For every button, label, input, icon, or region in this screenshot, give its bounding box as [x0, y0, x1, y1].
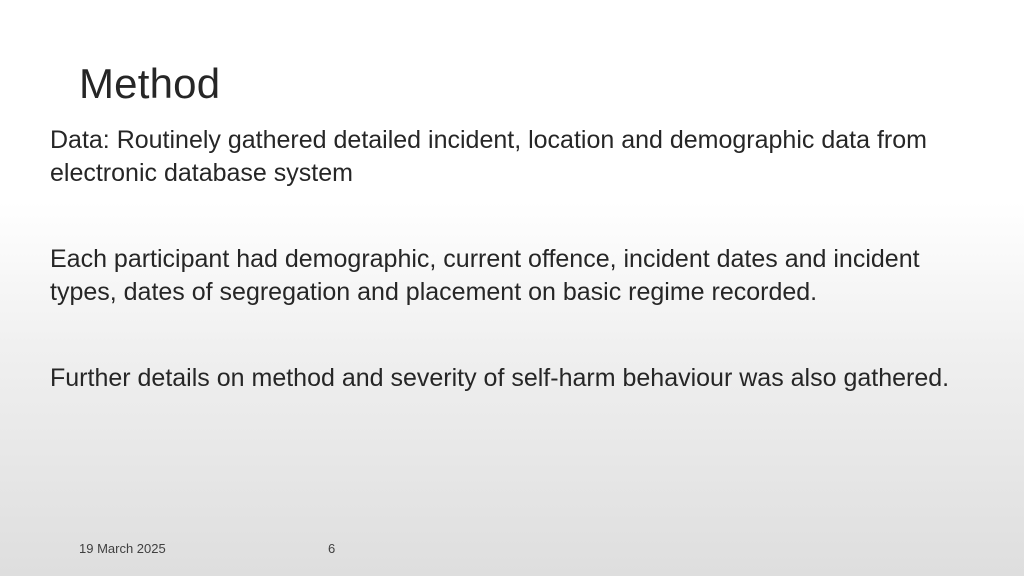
slide-title: Method: [79, 60, 221, 107]
paragraph-participant-data: Each participant had demographic, current offence, incident dates and incident types, dates of segregation and placement on basic regime recorded.: [50, 245, 920, 306]
slide-body: [50, 124, 990, 395]
footer-page-number: 6: [328, 541, 336, 556]
paragraph-data-source: Data: Routinely gathered detailed incident, location and demographic data from electronic database system: [50, 126, 927, 187]
paragraph-self-harm-details: Further details on method and severity of self-harm behaviour was also gathered.: [50, 364, 950, 392]
footer-date: 19 March 2025: [79, 541, 166, 556]
